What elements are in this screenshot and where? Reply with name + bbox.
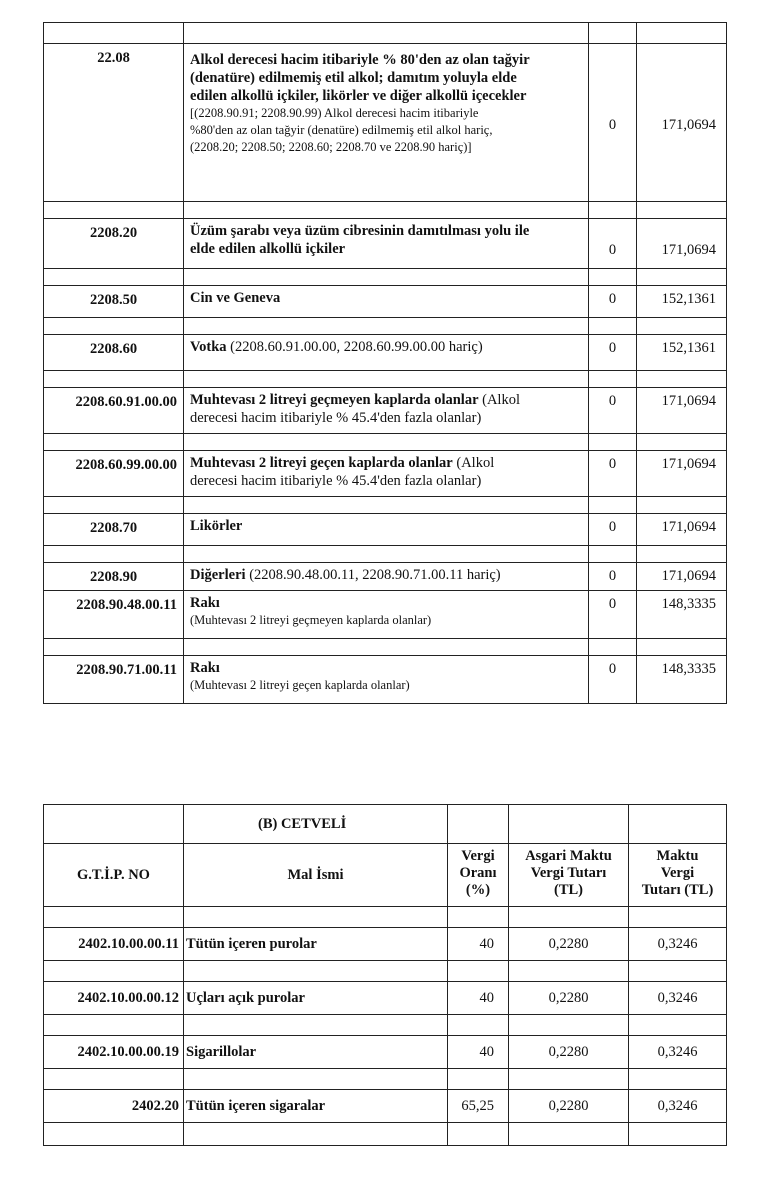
header-line: Maktu bbox=[656, 848, 699, 864]
rate-cell: 40 bbox=[448, 1036, 509, 1069]
description bbox=[184, 335, 589, 371]
rate-cell: 0 bbox=[589, 563, 637, 591]
rate-cell: 40 bbox=[448, 982, 509, 1015]
note: (2208.90.48.00.11, 2208.90.71.00.11 hariç) bbox=[249, 567, 501, 583]
spacer-row bbox=[44, 1015, 727, 1036]
header-min-tax bbox=[509, 844, 629, 907]
table-row bbox=[44, 286, 727, 318]
table-row bbox=[44, 44, 727, 202]
title-line: edilen alkollü içkiler, likörler ve diğer alkollü içecekler bbox=[190, 88, 527, 104]
description bbox=[184, 514, 589, 546]
table-row bbox=[44, 514, 727, 546]
table-row bbox=[44, 388, 727, 434]
spacer-row bbox=[44, 202, 727, 219]
rate-cell: 65,25 bbox=[448, 1090, 509, 1123]
header-rate bbox=[448, 844, 509, 907]
description bbox=[184, 656, 589, 704]
gtip-code: 2208.70 bbox=[44, 514, 184, 546]
spacer-row bbox=[44, 639, 727, 656]
description bbox=[184, 219, 589, 269]
product-name: Sigarillolar bbox=[184, 1036, 448, 1069]
gtip-code: 2208.90.71.00.11 bbox=[44, 656, 184, 704]
gtip-code: 2402.10.00.00.11 bbox=[44, 928, 184, 961]
gtip-code: 2208.60 bbox=[44, 335, 184, 371]
table-row bbox=[44, 1090, 727, 1123]
table-row bbox=[44, 563, 727, 591]
gtip-code: 22.08 bbox=[44, 44, 184, 202]
title: Rakı bbox=[190, 660, 220, 676]
header-line: (%) bbox=[465, 882, 491, 898]
title: Muhtevası 2 litreyi geçen kaplarda olanlar bbox=[190, 455, 453, 471]
product-name: Uçları açık purolar bbox=[184, 982, 448, 1015]
rate-cell: 0 bbox=[589, 514, 637, 546]
amount-cell: 171,0694 bbox=[637, 451, 727, 497]
description bbox=[184, 451, 589, 497]
spacer-row bbox=[44, 23, 727, 44]
table-row bbox=[44, 451, 727, 497]
rate-cell: 0 bbox=[589, 656, 637, 704]
table-row bbox=[44, 1036, 727, 1069]
spacer-row bbox=[44, 546, 727, 563]
title: Muhtevası 2 litreyi geçmeyen kaplarda olanlar bbox=[190, 392, 479, 408]
table-caption: (B) CETVELİ bbox=[184, 805, 448, 844]
table-row bbox=[44, 656, 727, 704]
title: Likörler bbox=[190, 518, 243, 534]
note-line: [(2208.90.91; 2208.90.99) Alkol derecesi hacim itibariyle bbox=[190, 106, 479, 120]
note-line: derecesi hacim itibariyle % 45.4'den fazla olanlar) bbox=[190, 410, 482, 426]
amount-cell: 152,1361 bbox=[637, 335, 727, 371]
gtip-code: 2402.10.00.00.12 bbox=[44, 982, 184, 1015]
gtip-code: 2402.10.00.00.19 bbox=[44, 1036, 184, 1069]
rate-cell: 0 bbox=[589, 286, 637, 318]
note-line: %80'den az olan tağyir (denatüre) edilmemiş etil alkol hariç, bbox=[190, 123, 493, 137]
fixed-tax-cell: 0,3246 bbox=[629, 982, 727, 1015]
amount-cell: 171,0694 bbox=[637, 219, 727, 269]
min-tax-cell: 0,2280 bbox=[509, 1036, 629, 1069]
title-line: Üzüm şarabı veya üzüm cibresinin damıtılması yolu ile bbox=[190, 223, 530, 239]
spacer-row bbox=[44, 371, 727, 388]
product-name: Tütün içeren purolar bbox=[184, 928, 448, 961]
note: (Alkol bbox=[482, 392, 520, 408]
fixed-tax-cell: 0,3246 bbox=[629, 928, 727, 961]
header-line: (TL) bbox=[554, 882, 583, 898]
spacer-row bbox=[44, 434, 727, 451]
rate-cell: 0 bbox=[589, 451, 637, 497]
caption-row bbox=[44, 805, 727, 844]
spacer-row bbox=[44, 1069, 727, 1090]
header-fixed-tax bbox=[629, 844, 727, 907]
note: (2208.60.91.00.00, 2208.60.99.00.00 hariç) bbox=[230, 339, 483, 355]
rate-cell: 0 bbox=[589, 44, 637, 202]
header-line: Vergi bbox=[461, 848, 495, 864]
gtip-code: 2208.20 bbox=[44, 219, 184, 269]
amount-cell: 171,0694 bbox=[637, 514, 727, 546]
gtip-code: 2208.90 bbox=[44, 563, 184, 591]
title-line: Alkol derecesi hacim itibariyle % 80'den az olan tağyir bbox=[190, 52, 530, 68]
table-row bbox=[44, 982, 727, 1015]
rate-cell: 0 bbox=[589, 335, 637, 371]
note: (Alkol bbox=[456, 455, 495, 471]
title-line: elde edilen alkollü içkiler bbox=[190, 241, 346, 257]
min-tax-cell: 0,2280 bbox=[509, 928, 629, 961]
amount-cell: 171,0694 bbox=[637, 563, 727, 591]
title: Diğerleri bbox=[190, 567, 246, 583]
note-line: (2208.20; 2208.50; 2208.60; 2208.70 ve 2208.90 hariç)] bbox=[190, 140, 472, 154]
title: Votka bbox=[190, 339, 227, 355]
table-row bbox=[44, 928, 727, 961]
table-a bbox=[43, 22, 727, 704]
fixed-tax-cell: 0,3246 bbox=[629, 1036, 727, 1069]
title: Rakı bbox=[190, 595, 220, 611]
description bbox=[184, 44, 589, 202]
spacer-row bbox=[44, 497, 727, 514]
gtip-code: 2208.60.91.00.00 bbox=[44, 388, 184, 434]
table-row bbox=[44, 335, 727, 371]
header-line: Asgari Maktu bbox=[525, 848, 612, 864]
title: Cin ve Geneva bbox=[190, 290, 281, 306]
rate-cell: 0 bbox=[589, 388, 637, 434]
amount-cell: 152,1361 bbox=[637, 286, 727, 318]
header-line: Tutarı (TL) bbox=[641, 882, 714, 898]
gtip-code: 2402.20 bbox=[44, 1090, 184, 1123]
spacer-row bbox=[44, 318, 727, 335]
title-line: (denatüre) edilmemiş etil alkol; damıtım yoluyla elde bbox=[190, 70, 517, 86]
spacer-row bbox=[44, 961, 727, 982]
header-line: Vergi bbox=[660, 865, 695, 881]
amount-cell: 148,3335 bbox=[637, 656, 727, 704]
subnote: (Muhtevası 2 litreyi geçen kaplarda olanlar) bbox=[190, 678, 410, 692]
description bbox=[184, 388, 589, 434]
gtip-code: 2208.60.99.00.00 bbox=[44, 451, 184, 497]
spacer-row bbox=[44, 269, 727, 286]
header-code: G.T.İ.P. NO bbox=[44, 844, 184, 907]
rate-cell: 0 bbox=[589, 219, 637, 269]
fixed-tax-cell: 0,3246 bbox=[629, 1090, 727, 1123]
subnote: (Muhtevası 2 litreyi geçmeyen kaplarda olanlar) bbox=[190, 613, 432, 627]
table-b bbox=[43, 804, 727, 1146]
rate-cell: 40 bbox=[448, 928, 509, 961]
description bbox=[184, 286, 589, 318]
gtip-code: 2208.50 bbox=[44, 286, 184, 318]
table-row bbox=[44, 219, 727, 269]
header-line: Oranı bbox=[459, 865, 497, 881]
header-row bbox=[44, 844, 727, 907]
gtip-code: 2208.90.48.00.11 bbox=[44, 591, 184, 639]
description bbox=[184, 563, 589, 591]
min-tax-cell: 0,2280 bbox=[509, 1090, 629, 1123]
amount-cell: 171,0694 bbox=[637, 388, 727, 434]
spacer-row bbox=[44, 1123, 727, 1146]
amount-cell: 148,3335 bbox=[637, 591, 727, 639]
amount-cell: 171,0694 bbox=[637, 44, 727, 202]
min-tax-cell: 0,2280 bbox=[509, 982, 629, 1015]
table-row bbox=[44, 591, 727, 639]
product-name: Tütün içeren sigaralar bbox=[184, 1090, 448, 1123]
rate-cell: 0 bbox=[589, 591, 637, 639]
spacer-row bbox=[44, 907, 727, 928]
header-name: Mal İsmi bbox=[184, 844, 448, 907]
note-line: derecesi hacim itibariyle % 45.4'den fazla olanlar) bbox=[190, 473, 482, 489]
description bbox=[184, 591, 589, 639]
header-line: Vergi Tutarı bbox=[530, 865, 607, 881]
